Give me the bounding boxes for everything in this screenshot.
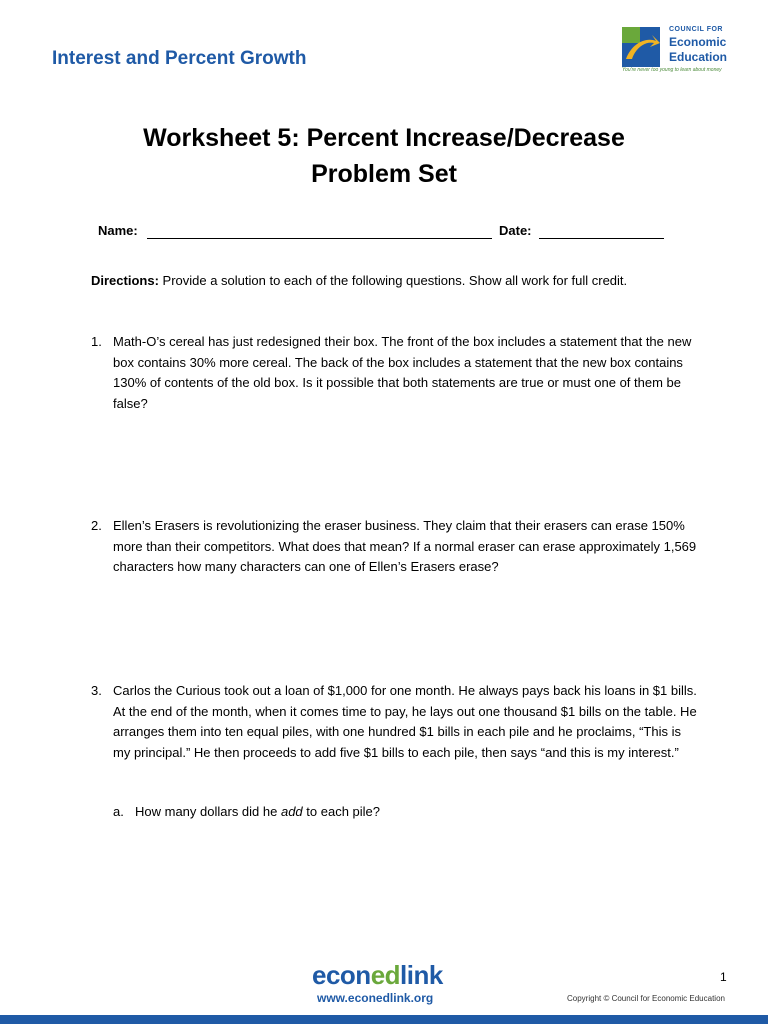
cee-logo-education: Education <box>669 50 728 64</box>
cee-logo-mark-icon <box>622 25 662 73</box>
econedlink-logo-link: link <box>400 960 443 990</box>
question-3a <box>113 804 380 819</box>
question-2 <box>91 516 701 578</box>
question-3-number: 3. <box>91 683 102 698</box>
council-for-economic-education-logo <box>622 25 732 77</box>
date-field[interactable] <box>539 238 664 239</box>
page-number: 1 <box>720 970 727 984</box>
question-3a-letter: a. <box>113 804 124 819</box>
name-field[interactable] <box>147 238 492 239</box>
question-3-text: Carlos the Curious took out a loan of $1,000 for one month. He always pays back his loans in $1 bills. At the end of the month, when it comes time to pay, he lays out one thousand $1 bills on the table. He arranges them into ten equal piles, with one hundred $1 bills in each pile and he proclaims, “This is my principal.” He then proceeds to add five $1 bills to each pile, then says “and this is my interest.” <box>113 683 697 760</box>
footer-color-bar <box>0 1015 768 1024</box>
econedlink-logo <box>312 962 443 988</box>
question-3a-text-before: How many dollars did he <box>135 804 281 819</box>
question-3a-text-after: to each pile? <box>302 804 381 819</box>
question-3 <box>91 681 701 763</box>
cee-logo-economic: Economic <box>669 35 727 49</box>
worksheet-title-line-1: Worksheet 5: Percent Increase/Decrease <box>143 124 625 152</box>
econedlink-url: www.econedlink.org <box>317 991 434 1005</box>
copyright-notice: Copyright © Council for Economic Education <box>567 994 725 1003</box>
worksheet-title-line-2: Problem Set <box>311 160 457 188</box>
date-label: Date: <box>499 223 532 238</box>
cee-logo-council-for: COUNCIL FOR <box>669 26 723 33</box>
name-label: Name: <box>98 223 138 238</box>
question-1 <box>91 332 701 414</box>
question-2-text: Ellen’s Erasers is revolutionizing the eraser business. They claim that their erasers can erase 150% more than their competitors. What does that mean? If a normal eraser can erase approximately 1,569 characters how many characters can one of Ellen’s Erasers erase? <box>113 518 697 574</box>
directions-label: Directions: <box>91 273 159 288</box>
econedlink-logo-econ: econ <box>312 960 371 990</box>
cee-logo-tagline: You're never too young to learn about money <box>622 67 722 73</box>
econedlink-logo-ed: ed <box>370 960 401 990</box>
document-header-title: Interest and Percent Growth <box>52 48 307 69</box>
question-2-number: 2. <box>91 518 102 533</box>
directions <box>91 273 627 288</box>
question-3a-emphasis: add <box>280 804 303 819</box>
worksheet-title <box>0 120 768 192</box>
directions-text: Provide a solution to each of the following questions. Show all work for full credit. <box>158 273 628 288</box>
question-1-number: 1. <box>91 334 102 349</box>
question-1-text: Math-O’s cereal has just redesigned their box. The front of the box includes a statement that the new box contains 30% more cereal. The back of the box includes a statement that the new box contains 130% of contents of the old box. Is it possible that both statements are true or must one of them be false? <box>113 334 692 411</box>
